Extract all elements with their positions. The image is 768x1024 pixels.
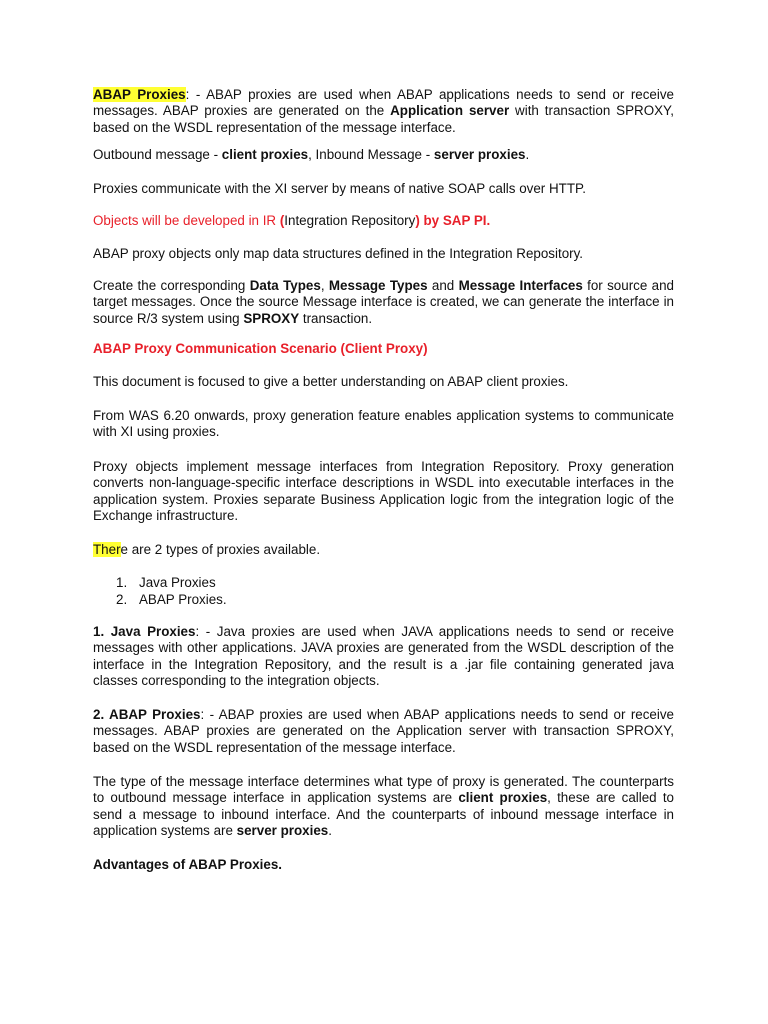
java-proxies-paragraph: 1. Java Proxies: - Java proxies are used when JAVA applications needs to send or receive messages with other applications. JAVA proxies are generated from the WSDL description of the interface in the Integration Repository, and the result is a .jar file containing generated java classes corresponding to the integration objects.: [93, 624, 674, 689]
advantages-heading: Advantages of ABAP Proxies.: [93, 857, 283, 872]
message-type-paragraph: The type of the message interface determines what type of proxy is generated. The counterparts to outbound message interface in application systems are client proxies, these are called to send a message to inbound interface. And the counterparts of inbound message interface in application systems are server proxies.: [93, 774, 674, 839]
abap-proxies-paragraph: 2. ABAP Proxies: - ABAP proxies are used when ABAP applications needs to send or receive messages. ABAP proxies are generated on the Application server with transaction SPROXY, based on the WSDL representation of the message interface.: [93, 707, 674, 755]
proxy-objects-paragraph: Proxy objects implement message interfaces from Integration Repository. Proxy generation converts non-language-specific interface descriptions in WSDL into executable interfaces in the application system. Proxies separate Business Application logic from the integration logic of the Exchange infrastructure.: [93, 459, 674, 524]
proxy-types-list: [116, 575, 227, 608]
list-item: 1. Java Proxies: [116, 575, 216, 590]
focused-paragraph: This document is focused to give a better understanding on ABAP client proxies.: [93, 374, 569, 389]
communicate-paragraph: Proxies communicate with the XI server by means of native SOAP calls over HTTP.: [93, 181, 586, 196]
types-paragraph: There are 2 types of proxies available.: [93, 542, 321, 557]
list-item: 2. ABAP Proxies.: [116, 591, 227, 607]
create-paragraph: Create the corresponding Data Types, Message Types and Message Interfaces for source and target messages. Once the source Message interface is created, we can generate the interface in source R/3 system using SPROXY transaction.: [93, 278, 674, 326]
intro-paragraph: ABAP Proxies: - ABAP proxies are used when ABAP applications needs to send or receive messages. ABAP proxies are generated on the Application server with transaction SPROXY, based on the WSDL representation of the message interface.: [93, 87, 674, 135]
abap-proxies-highlight: ABAP Proxies: [93, 87, 186, 102]
scenario-heading: ABAP Proxy Communication Scenario (Client Proxy): [93, 341, 428, 356]
objects-paragraph: Objects will be developed in IR (Integration Repository) by SAP PI.: [93, 213, 491, 228]
map-data-paragraph: ABAP proxy objects only map data structures defined in the Integration Repository.: [93, 246, 584, 261]
outbound-inbound-paragraph: Outbound message - client proxies, Inbound Message - server proxies.: [93, 147, 530, 162]
was-paragraph: From WAS 6.20 onwards, proxy generation feature enables application systems to communicate with XI using proxies.: [93, 408, 674, 440]
